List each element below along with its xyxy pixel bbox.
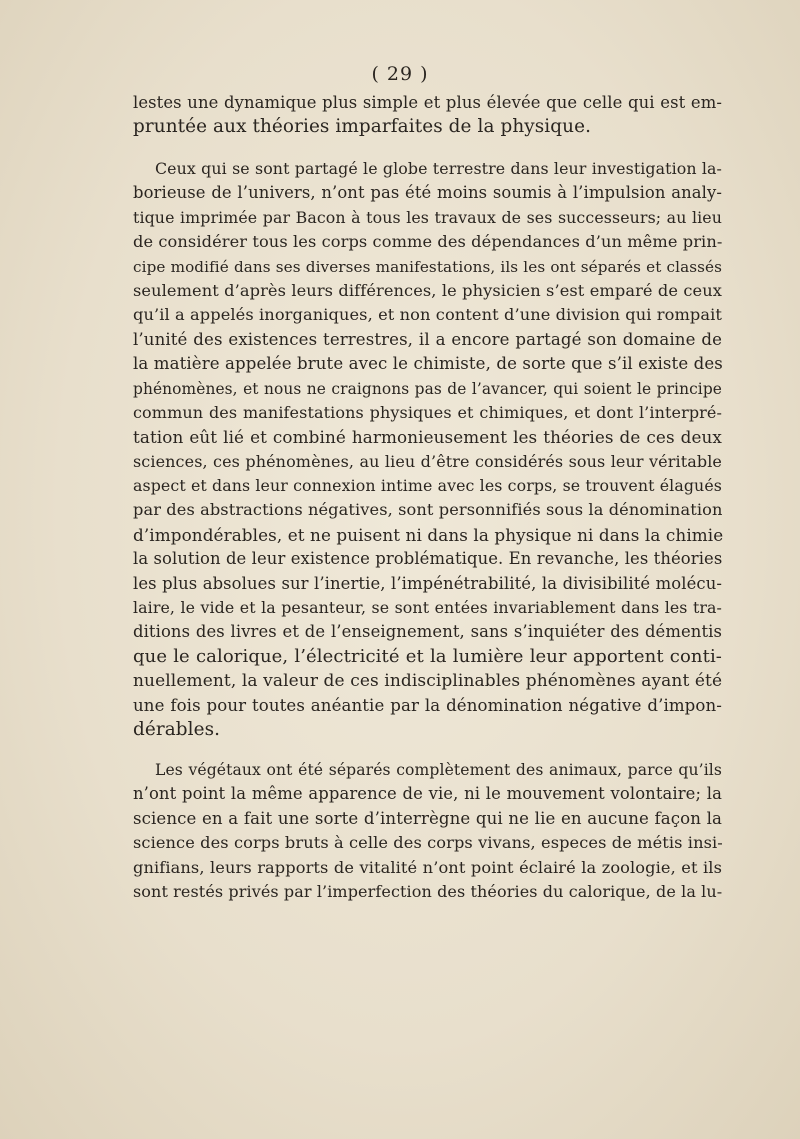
text-line: la matière appelée brute avec le chimiste, de sorte que s’il existe des — [133, 354, 723, 374]
text-line: n’ont point la même apparence de vie, ni le mouvement volontaire; la — [133, 784, 722, 804]
text-line: borieuse de l’univers, n’ont pas été moins soumis à l’impulsion analy- — [133, 183, 722, 203]
text-line: dérables. — [133, 718, 221, 740]
page-number: ( 29 ) — [371, 63, 429, 85]
text-line: que le calorique, l’électricité et la lumière leur apportent conti- — [133, 645, 722, 667]
text-line: science en a fait une sorte d’interrègne qui ne lie en aucune façon la — [133, 808, 722, 828]
text-line: pruntée aux théories imparfaites de la physique. — [133, 116, 592, 138]
text-line: Ceux qui se sont partagé le globe terrestre dans leur investigation la- — [155, 159, 722, 178]
text-line: science des corps bruts à celle des corps vivans, especes de métis insi- — [133, 833, 723, 853]
text-line: gnifians, leurs rapports de vitalité n’ont point éclairé la zoologie, et ils — [133, 857, 722, 877]
text-line: nuellement, la valeur de ces indisciplinables phénomènes ayant été — [133, 671, 723, 692]
text-line: laire, le vide et la pesanteur, se sont entées invariablement dans les tra- — [133, 598, 722, 618]
text-line: qu’il a appelés inorganiques, et non content d’une division qui rompait — [133, 305, 722, 325]
text-line: l’unité des existences terrestres, il a encore partagé son domaine de — [133, 329, 722, 349]
paragraph-3 — [133, 758, 722, 904]
text-line: sont restés privés par l’imperfection des théories du calorique, de la lu- — [133, 881, 723, 901]
text-line: d’impondérables, et ne puisent ni dans la physique ni dans la chimie — [133, 524, 724, 545]
text-line: de considérer tous les corps comme des dépendances d’un même prin- — [133, 232, 723, 252]
text-line: aspect et dans leur connexion intime avec les corps, se trouvent élagués — [133, 476, 722, 496]
text-line: phénomènes, et nous ne craignons pas de l’avancer, qui soient le principe — [133, 379, 722, 398]
text-line: par des abstractions négatives, sont personnifiés sous la dénomination — [133, 500, 723, 520]
text-line: Les végétaux ont été séparés complètement des animaux, parce qu’ils — [155, 761, 722, 779]
text-line: les plus absolues sur l’inertie, l’impénétrabilité, la divisibilité molécu- — [133, 573, 722, 593]
text-line: tation eût lié et combiné harmonieusement les théories de ces deux — [133, 427, 722, 448]
text-line: cipe modifié dans ses diverses manifestations, ils les ont séparés et classés — [133, 257, 722, 276]
paragraph-1 — [133, 91, 722, 140]
text-line: commun des manifestations physiques et chimiques, et dont l’interpré- — [133, 402, 722, 422]
text-line: seulement d’après leurs différences, le physicien s’est emparé de ceux — [133, 280, 722, 300]
text-line: lestes une dynamique plus simple et plus élevée que celle qui est em- — [133, 93, 722, 112]
text-line: sciences, ces phénomènes, au lieu d’être considérés sous leur véritable — [133, 451, 722, 471]
text-line: la solution de leur existence problématique. En revanche, les théories — [133, 549, 723, 569]
text-line: tique imprimée par Bacon à tous les travaux de ses successeurs; au lieu — [133, 207, 722, 227]
text-line: ditions des livres et de l’enseignement, sans s’inquiéter des démentis — [133, 622, 722, 642]
paragraph-2 — [133, 157, 722, 742]
text-line: une fois pour toutes anéantie par la dénomination négative d’impon- — [133, 695, 722, 715]
